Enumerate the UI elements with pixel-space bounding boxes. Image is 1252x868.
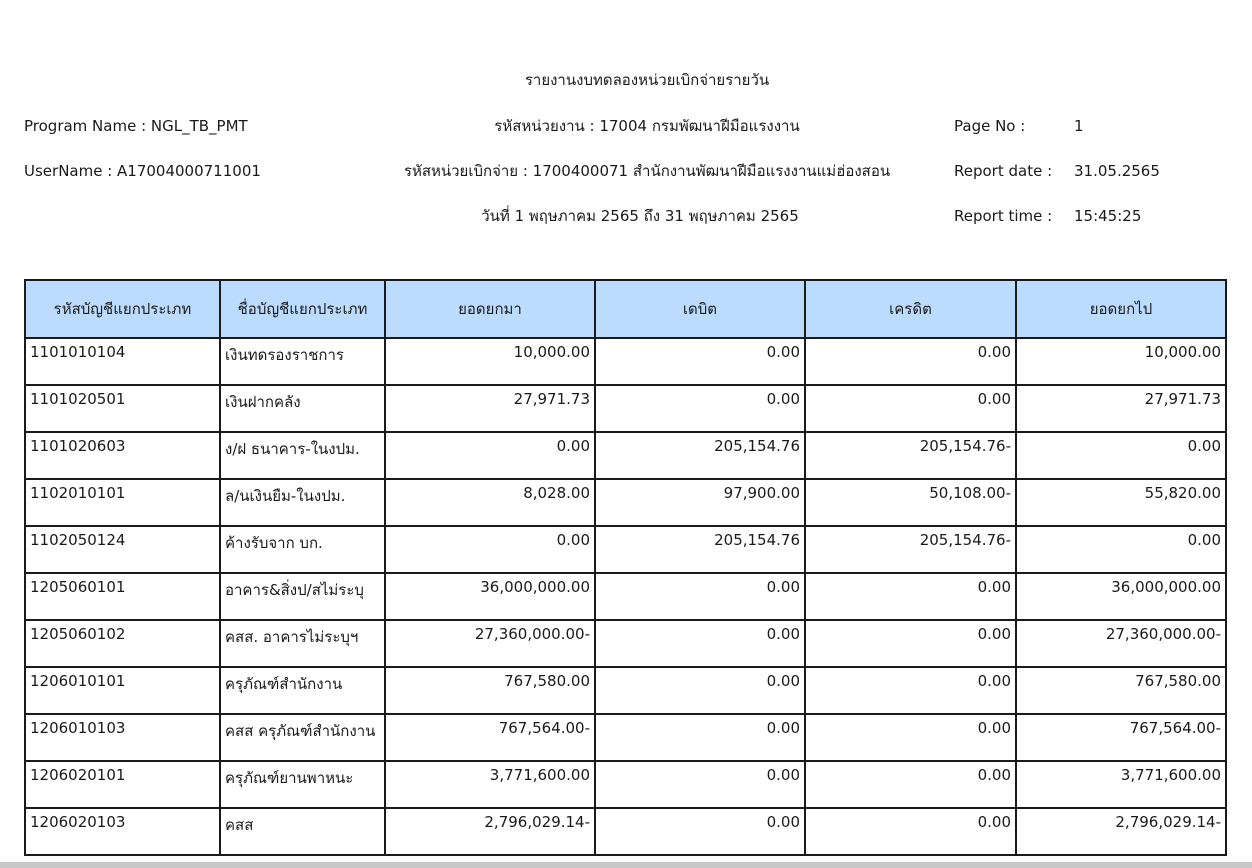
report-date-label: Report date :: [954, 162, 1053, 180]
cell-opening-balance: 36,000,000.00: [385, 573, 595, 620]
report-title: รายงานงบทดลองหน่วยเบิกจ่ายรายวัน: [524, 71, 770, 89]
header-debit: เดบิต: [595, 280, 805, 338]
table-row: [25, 432, 1226, 479]
cell-debit: 0.00: [595, 385, 805, 432]
cell-account-code: 1101020501: [25, 385, 220, 432]
cell-account-name: เงินทดรองราชการ: [220, 338, 385, 385]
cell-account-code: 1102050124: [25, 526, 220, 573]
cell-credit: 0.00: [805, 808, 1016, 855]
program-name: Program Name : NGL_TB_PMT: [24, 117, 248, 135]
cell-opening-balance: 0.00: [385, 432, 595, 479]
report-date-value: 31.05.2565: [1074, 162, 1160, 180]
cell-account-name: ล/นเงินยืม-ในงปม.: [220, 479, 385, 526]
table-row: [25, 573, 1226, 620]
cell-opening-balance: 0.00: [385, 526, 595, 573]
cell-opening-balance: 8,028.00: [385, 479, 595, 526]
header-account-name: ชื่อบัญชีแยกประเภท: [220, 280, 385, 338]
table-body: [25, 338, 1226, 855]
cell-credit: 50,108.00-: [805, 479, 1016, 526]
cell-account-name: ครุภัณฑ์สำนักงาน: [220, 667, 385, 714]
cell-closing-balance: 10,000.00: [1016, 338, 1226, 385]
cell-account-code: 1101020603: [25, 432, 220, 479]
page-no-label: Page No :: [954, 117, 1026, 135]
disbursing-unit: รหัสหน่วยเบิกจ่าย : 1700400071 สำนักงานพัฒนาฝีมือแรงงานแม่ฮ่องสอน: [403, 162, 891, 180]
cell-closing-balance: 55,820.00: [1016, 479, 1226, 526]
cell-credit: 0.00: [805, 385, 1016, 432]
cell-debit: 97,900.00: [595, 479, 805, 526]
cell-account-code: 1206020103: [25, 808, 220, 855]
cell-account-name: ครุภัณฑ์ยานพาหนะ: [220, 761, 385, 808]
table-row: [25, 808, 1226, 855]
cell-credit: 0.00: [805, 761, 1016, 808]
cell-opening-balance: 2,796,029.14-: [385, 808, 595, 855]
table-row: [25, 620, 1226, 667]
cell-opening-balance: 767,580.00: [385, 667, 595, 714]
cell-opening-balance: 767,564.00-: [385, 714, 595, 761]
cell-debit: 0.00: [595, 667, 805, 714]
report-time-value: 15:45:25: [1074, 207, 1142, 225]
cell-account-name: คสส. อาคารไม่ระบุฯ: [220, 620, 385, 667]
cell-account-code: 1205060102: [25, 620, 220, 667]
cell-credit: 0.00: [805, 620, 1016, 667]
table-header-row: [25, 280, 1226, 338]
user-name: UserName : A17004000711001: [24, 162, 261, 180]
table-row: [25, 479, 1226, 526]
header-closing-balance: ยอดยกไป: [1016, 280, 1226, 338]
cell-account-code: 1205060101: [25, 573, 220, 620]
cell-credit: 205,154.76-: [805, 432, 1016, 479]
table-row: [25, 761, 1226, 808]
cell-credit: 0.00: [805, 714, 1016, 761]
cell-debit: 205,154.76: [595, 526, 805, 573]
header-account-code: รหัสบัญชีแยกประเภท: [25, 280, 220, 338]
page-bottom-edge: [0, 862, 1252, 868]
cell-account-code: 1206010101: [25, 667, 220, 714]
agency-code: รหัสหน่วยงาน : 17004 กรมพัฒนาฝีมือแรงงาน: [494, 117, 800, 135]
page-no-value: 1: [1074, 117, 1084, 135]
cell-closing-balance: 767,580.00: [1016, 667, 1226, 714]
cell-account-name: ง/ฝ ธนาคาร-ในงปม.: [220, 432, 385, 479]
cell-account-code: 1102010101: [25, 479, 220, 526]
table-row: [25, 526, 1226, 573]
cell-account-name: อาคาร&สิ่งป/สไม่ระบุ: [220, 573, 385, 620]
cell-credit: 205,154.76-: [805, 526, 1016, 573]
cell-opening-balance: 27,971.73: [385, 385, 595, 432]
cell-account-code: 1206010103: [25, 714, 220, 761]
cell-closing-balance: 0.00: [1016, 432, 1226, 479]
table-row: [25, 714, 1226, 761]
table-row: [25, 385, 1226, 432]
report-time-label: Report time :: [954, 207, 1053, 225]
date-range: วันที่ 1 พฤษภาคม 2565 ถึง 31 พฤษภาคม 2565: [481, 207, 799, 225]
cell-opening-balance: 3,771,600.00: [385, 761, 595, 808]
cell-credit: 0.00: [805, 573, 1016, 620]
cell-account-name: ค้างรับจาก บก.: [220, 526, 385, 573]
cell-debit: 205,154.76: [595, 432, 805, 479]
cell-debit: 0.00: [595, 338, 805, 385]
cell-closing-balance: 36,000,000.00: [1016, 573, 1226, 620]
cell-debit: 0.00: [595, 761, 805, 808]
cell-credit: 0.00: [805, 667, 1016, 714]
cell-debit: 0.00: [595, 808, 805, 855]
cell-closing-balance: 2,796,029.14-: [1016, 808, 1226, 855]
cell-closing-balance: 3,771,600.00: [1016, 761, 1226, 808]
cell-opening-balance: 10,000.00: [385, 338, 595, 385]
cell-closing-balance: 27,360,000.00-: [1016, 620, 1226, 667]
cell-account-name: คสส ครุภัณฑ์สำนักงาน: [220, 714, 385, 761]
header-credit: เครดิต: [805, 280, 1016, 338]
cell-closing-balance: 767,564.00-: [1016, 714, 1226, 761]
cell-account-code: 1206020101: [25, 761, 220, 808]
header-opening-balance: ยอดยกมา: [385, 280, 595, 338]
cell-debit: 0.00: [595, 573, 805, 620]
table-row: [25, 338, 1226, 385]
trial-balance-table: [24, 279, 1227, 856]
cell-account-name: คสส: [220, 808, 385, 855]
cell-closing-balance: 27,971.73: [1016, 385, 1226, 432]
cell-opening-balance: 27,360,000.00-: [385, 620, 595, 667]
cell-credit: 0.00: [805, 338, 1016, 385]
cell-account-name: เงินฝากคลัง: [220, 385, 385, 432]
cell-debit: 0.00: [595, 620, 805, 667]
table-row: [25, 667, 1226, 714]
cell-account-code: 1101010104: [25, 338, 220, 385]
cell-debit: 0.00: [595, 714, 805, 761]
cell-closing-balance: 0.00: [1016, 526, 1226, 573]
